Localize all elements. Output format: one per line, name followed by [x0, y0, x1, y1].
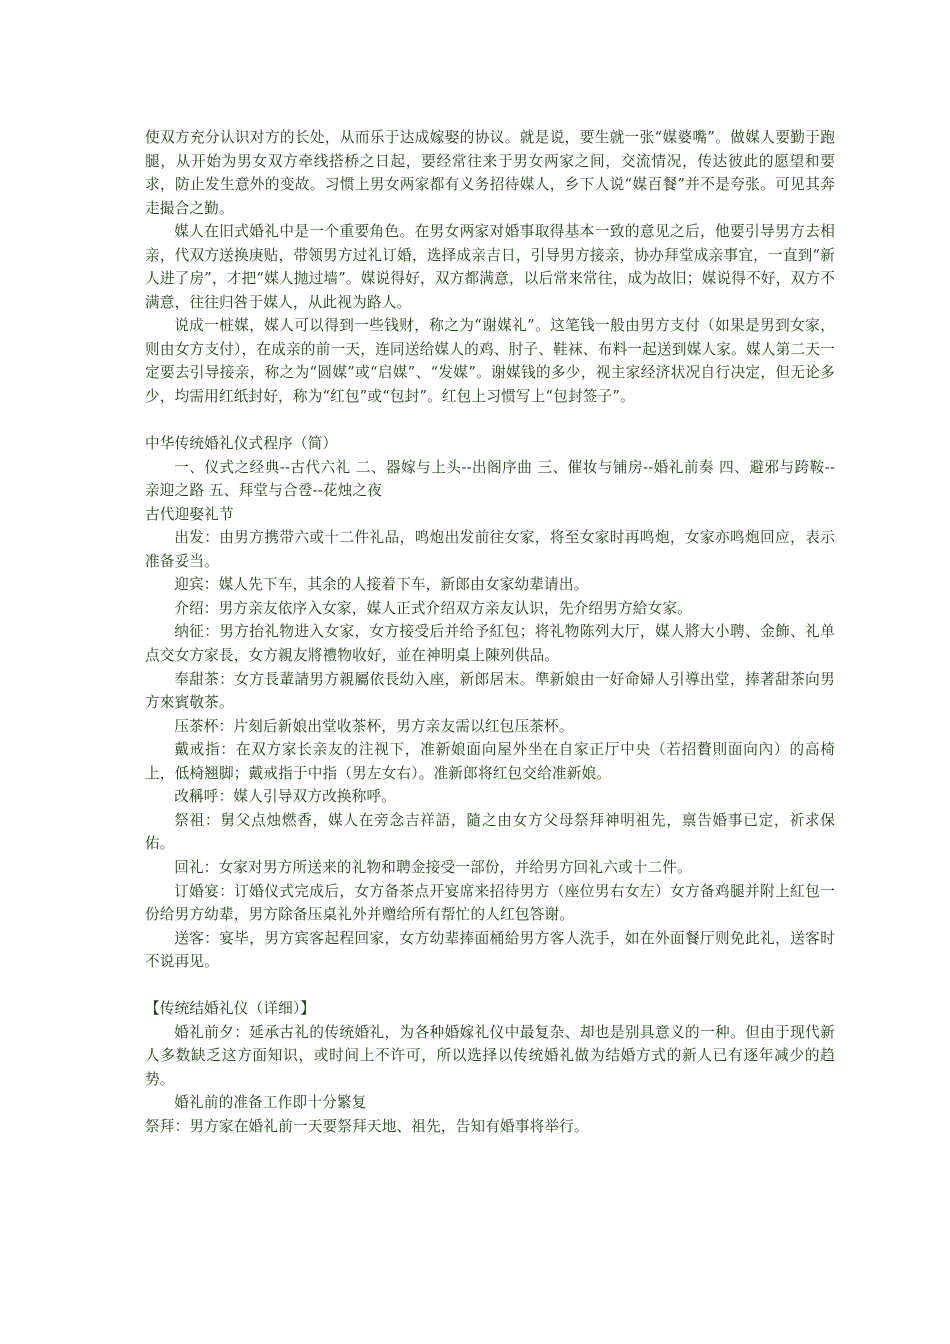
list-item: 订婚宴：订婚仪式完成后，女方备茶点开宴席来招待男方（座位男右女左）女方备鸡腿并附上紅包一份给男方幼辈，男方除备压桌礼外并赠给所有帮忙的人红包答谢。 [145, 882, 835, 924]
paragraph-matchmaker-fee: 说成一桩媒，媒人可以得到一些钱财，称之为“谢媒礼”。这笔钱一般由男方支付（如果是男到女家，则由女方支付），在成亲的前一天，连同送给媒人的鸡、肘子、鞋袜、布料一起送到媒人家。媒人第二天一定要去引导接亲，称之为“圆媒”或“启媒”、“发媒”。谢媒钱的多少，视主家经济状况自行决定，但无论多少，均需用红纸封好，称为“红包”或“包封”。红包上习惯写上“包封签子”。 [145, 317, 835, 406]
list-item: 出发：由男方携带六或十二件礼品，鸣炮出发前往女家，将至女家时再鸣炮，女家亦鸣炮回应，表示准备妥当。 [145, 529, 835, 570]
ceremony-outline: 一、仪式之经典--古代六礼 二、器嫁与上头--出阁序曲 三、催妆与铺房--婚礼前奏 四、避邪与跨鞍--亲迎之路 五、拜堂与合卺--花烛之夜 [145, 458, 835, 500]
list-item: 回礼：女家对男方所送来的礼物和聘金接受一部份，并给男方回礼六或十二件。 [174, 858, 692, 876]
paragraph-matchmaker-role: 使双方充分认识对方的长处，从而乐于达成嫁娶的协议。就是说，要生就一张“媒婆嘴”。做媒人要勤于跑腿，从开始为男女双方牵线搭桥之日起，要经常往来于男女两家之间，交流情况，传达彼此的愿望和要求，防止发生意外的变故。习惯上男女两家都有义务招待媒人，乡下人说“媒百餐”并不是夸张。可见其奔走撮合之勤。 [145, 129, 835, 217]
paragraph-matchmaker-importance: 媒人在旧式婚礼中是一个重要角色。在男女两家对婚事取得基本一致的意见之后，他要引导男方去相亲，代双方送换庚贴，带领男方过礼订婚，选择成亲吉日，引导男方接亲，协办拜堂成亲事宜，一直到“新人进了房”，才把“媒人抛过墙”。媒说得好，双方都满意，以后常来常往，成为故旧；媒说得不好，双方不满意，往往归咎于媒人，从此视为路人。 [145, 223, 835, 311]
list-item: 戴戒指：在双方家长亲友的注视下，准新娘面向屋外坐在自家正厅中央（若招贅則面向內）的高椅上，低椅翘脚；戴戒指于中指（男左女右）。准新郎将红包交给准新娘。 [145, 741, 835, 782]
list-item: 祭祖：舅父点烛燃香，媒人在旁念吉祥語，隨之由女方父母祭拜神明祖先，禀告婚事已定，祈求保佑。 [145, 811, 835, 853]
paragraph-worship: 祭拜：男方家在婚礼前一天要祭拜天地、祖先，告知有婚事将举行。 [145, 1117, 589, 1135]
section-title-detailed: 【传统结婚礼仪（详细）】 [145, 1000, 316, 1018]
list-item: 纳征：男方抬礼物进入女家，女方接受后并给予紅包；将礼物陈列大厅，媒人將大小聘、金飾、礼单点交女方家長，女方親友將禮物收好，並在神明桌上陳列供品。 [145, 623, 835, 665]
list-item: 迎宾：媒人先下车，其余的人接着下车，新郎由女家幼辈请出。 [174, 576, 589, 594]
list-item: 介绍：男方亲友依序入女家，媒人正式介绍双方亲友认识，先介绍男方給女家。 [174, 599, 692, 617]
ceremony-steps-list [145, 526, 835, 973]
spacer [145, 974, 835, 998]
spacer [145, 409, 835, 433]
paragraph-preparation: 婚礼前的准备工作即十分繁复 [174, 1094, 367, 1112]
list-item: 改稱呼：媒人引导双方改换称呼。 [174, 788, 397, 806]
section-title-simple: 中华传统婚礼仪式程序（简） [145, 435, 338, 453]
list-item: 送客：宴毕，男方宾客起程回家，女方幼辈捧面桶給男方客人洗手，如在外面餐厅则免此礼，送客时不说再见。 [145, 929, 835, 971]
paragraph-wedding-eve: 婚礼前夕：延承古礼的传统婚礼，为各种婚嫁礼仪中最复杂、却也是别具意义的一种。但由于现代新人多数缺乏这方面知识，或时间上不许可，所以选择以传统婚礼做为结婚方式的新人已有逐年减少的趋势。 [145, 1023, 835, 1088]
section-subtitle-ancient: 古代迎娶礼节 [145, 505, 234, 523]
list-item: 压茶杯：片刻后新娘出堂收茶杯，男方亲友需以红包压茶杯。 [174, 717, 574, 735]
document-page [145, 126, 835, 1139]
list-item: 奉甜茶：女方長輩請男方親屬依長幼入座，新郎居末。準新娘由一好命婦人引導出堂，捧著甜茶向男方來賓敬茶。 [145, 670, 835, 712]
